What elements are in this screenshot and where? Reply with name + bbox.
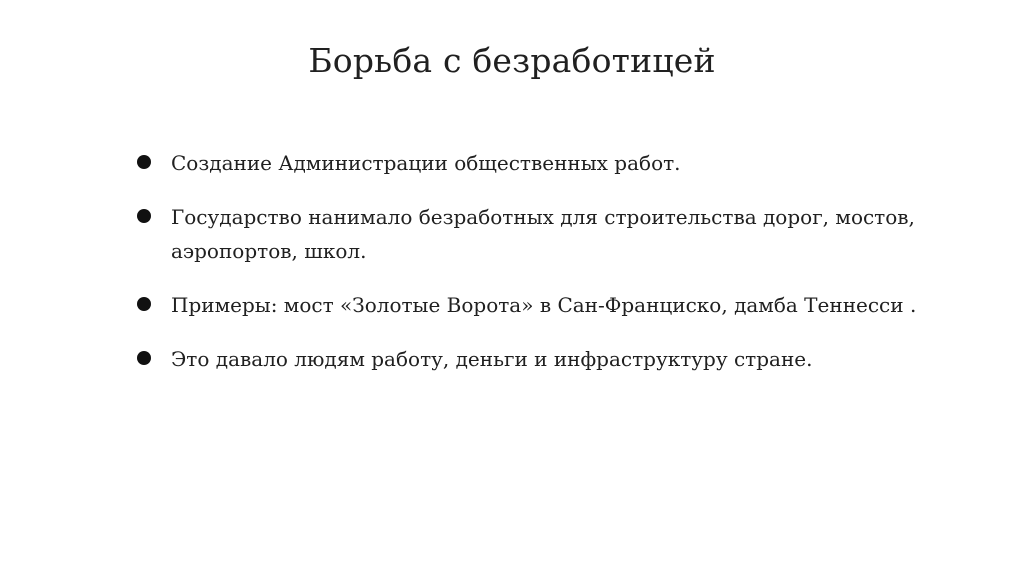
bullet-dot-icon [137, 209, 151, 223]
bullet-item [133, 146, 933, 180]
bullet-text: Государство нанимало безработных для строительства дорог, мостов, аэропортов, школ. [171, 205, 915, 263]
bullet-dot-icon [137, 155, 151, 169]
bullet-item [133, 288, 933, 322]
bullet-item [133, 200, 933, 268]
bullet-item [133, 342, 933, 376]
bullet-dot-icon [137, 297, 151, 311]
bullet-list [133, 146, 933, 396]
bullet-text: Это давало людям работу, деньги и инфраструктуру стране. [171, 347, 813, 371]
bullet-text: Примеры: мост «Золотые Ворота» в Сан-Франциско, дамба Теннесси . [171, 293, 917, 317]
bullet-dot-icon [137, 351, 151, 365]
slide-title: Борьба с безработицей [308, 41, 716, 80]
bullet-text: Создание Администрации общественных работ. [171, 151, 681, 175]
